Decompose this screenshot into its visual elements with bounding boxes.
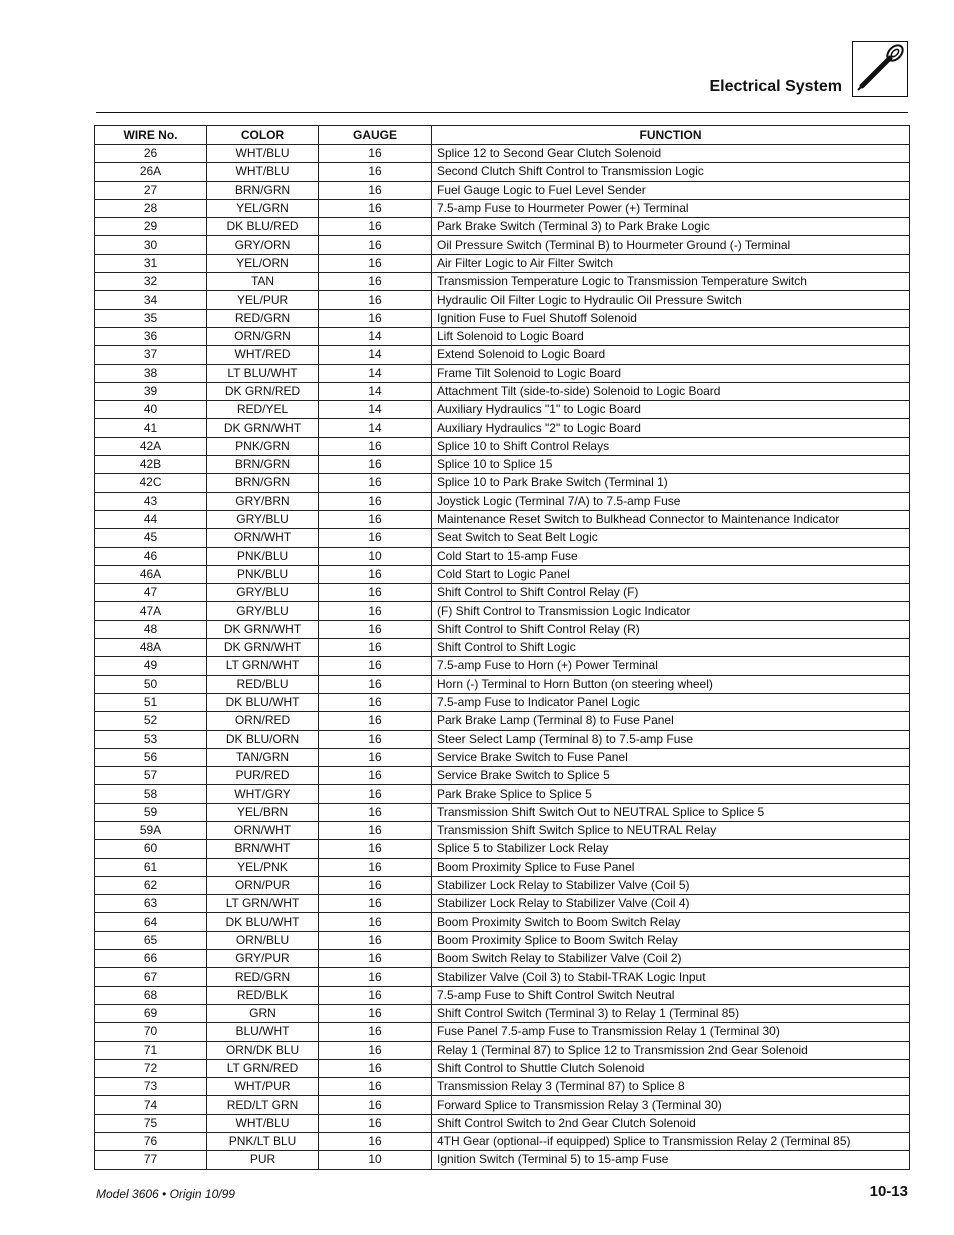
cell-function: Steer Select Lamp (Terminal 8) to 7.5-amp Fuse <box>432 730 910 748</box>
table-row <box>95 309 910 327</box>
cell-function: Fuel Gauge Logic to Fuel Level Sender <box>432 181 910 199</box>
table-row <box>95 858 910 876</box>
table-row <box>95 145 910 163</box>
cell-color: ORN/DK BLU <box>207 1041 319 1059</box>
cell-function: Auxiliary Hydraulics "1" to Logic Board <box>432 401 910 419</box>
cell-function: Relay 1 (Terminal 87) to Splice 12 to Transmission 2nd Gear Solenoid <box>432 1041 910 1059</box>
table-row <box>95 693 910 711</box>
cell-wire-no: 51 <box>95 693 207 711</box>
table-row <box>95 950 910 968</box>
table-row <box>95 181 910 199</box>
cell-gauge: 16 <box>319 181 432 199</box>
table-row <box>95 602 910 620</box>
cell-wire-no: 58 <box>95 785 207 803</box>
cell-gauge: 16 <box>319 712 432 730</box>
table-row <box>95 675 910 693</box>
cell-function: Attachment Tilt (side-to-side) Solenoid to Logic Board <box>432 382 910 400</box>
cell-gauge: 16 <box>319 218 432 236</box>
cell-function: Service Brake Switch to Fuse Panel <box>432 748 910 766</box>
column-header-function: FUNCTION <box>432 126 910 145</box>
table-body <box>95 145 910 1170</box>
cell-gauge: 16 <box>319 803 432 821</box>
cell-function: Second Clutch Shift Control to Transmission Logic <box>432 163 910 181</box>
cell-gauge: 16 <box>319 254 432 272</box>
cell-color: ORN/PUR <box>207 876 319 894</box>
cell-function: Auxiliary Hydraulics "2" to Logic Board <box>432 419 910 437</box>
table-row <box>95 1059 910 1077</box>
cell-gauge: 16 <box>319 620 432 638</box>
cell-gauge: 16 <box>319 199 432 217</box>
cell-wire-no: 28 <box>95 199 207 217</box>
cell-wire-no: 41 <box>95 419 207 437</box>
cell-wire-no: 34 <box>95 291 207 309</box>
cell-function: Shift Control to Shuttle Clutch Solenoid <box>432 1059 910 1077</box>
cell-wire-no: 52 <box>95 712 207 730</box>
cell-function: (F) Shift Control to Transmission Logic Indicator <box>432 602 910 620</box>
cell-color: BLU/WHT <box>207 1023 319 1041</box>
cell-color: RED/GRN <box>207 968 319 986</box>
cell-gauge: 16 <box>319 474 432 492</box>
cell-function: Shift Control Switch (Terminal 3) to Relay 1 (Terminal 85) <box>432 1004 910 1022</box>
cell-wire-no: 75 <box>95 1114 207 1132</box>
cell-function: Ignition Fuse to Fuel Shutoff Solenoid <box>432 309 910 327</box>
cell-function: Maintenance Reset Switch to Bulkhead Connector to Maintenance Indicator <box>432 510 910 528</box>
cell-wire-no: 67 <box>95 968 207 986</box>
table-row <box>95 236 910 254</box>
table-row <box>95 163 910 181</box>
cell-color: YEL/PNK <box>207 858 319 876</box>
cell-gauge: 16 <box>319 1023 432 1041</box>
table-row <box>95 1078 910 1096</box>
cell-function: Boom Switch Relay to Stabilizer Valve (Coil 2) <box>432 950 910 968</box>
table-header-row <box>95 126 910 145</box>
cell-function: Boom Proximity Switch to Boom Switch Relay <box>432 913 910 931</box>
cell-gauge: 16 <box>319 492 432 510</box>
cell-wire-no: 73 <box>95 1078 207 1096</box>
cell-wire-no: 36 <box>95 327 207 345</box>
cell-function: Service Brake Switch to Splice 5 <box>432 767 910 785</box>
cell-wire-no: 71 <box>95 1041 207 1059</box>
cell-wire-no: 68 <box>95 986 207 1004</box>
cell-color: PNK/LT BLU <box>207 1133 319 1151</box>
screwdriver-icon <box>852 41 908 97</box>
cell-color: WHT/BLU <box>207 145 319 163</box>
cell-color: DK GRN/RED <box>207 382 319 400</box>
cell-color: ORN/BLU <box>207 931 319 949</box>
cell-color: DK GRN/WHT <box>207 639 319 657</box>
cell-gauge: 10 <box>319 547 432 565</box>
cell-color: GRY/PUR <box>207 950 319 968</box>
cell-function: 7.5-amp Fuse to Shift Control Switch Neutral <box>432 986 910 1004</box>
table-row <box>95 382 910 400</box>
cell-gauge: 16 <box>319 986 432 1004</box>
cell-gauge: 16 <box>319 236 432 254</box>
table-row <box>95 1096 910 1114</box>
table-row <box>95 327 910 345</box>
cell-color: TAN/GRN <box>207 748 319 766</box>
cell-function: 7.5-amp Fuse to Horn (+) Power Terminal <box>432 657 910 675</box>
table-row <box>95 986 910 1004</box>
cell-function: 7.5-amp Fuse to Indicator Panel Logic <box>432 693 910 711</box>
cell-function: Seat Switch to Seat Belt Logic <box>432 529 910 547</box>
cell-wire-no: 29 <box>95 218 207 236</box>
cell-wire-no: 40 <box>95 401 207 419</box>
cell-wire-no: 46 <box>95 547 207 565</box>
table-row <box>95 712 910 730</box>
column-header-gauge: GAUGE <box>319 126 432 145</box>
cell-function: Joystick Logic (Terminal 7/A) to 7.5-amp Fuse <box>432 492 910 510</box>
cell-wire-no: 53 <box>95 730 207 748</box>
cell-wire-no: 72 <box>95 1059 207 1077</box>
cell-wire-no: 62 <box>95 876 207 894</box>
cell-color: BRN/WHT <box>207 840 319 858</box>
cell-function: Splice 10 to Park Brake Switch (Terminal 1) <box>432 474 910 492</box>
table-row <box>95 492 910 510</box>
table-row <box>95 748 910 766</box>
cell-wire-no: 27 <box>95 181 207 199</box>
table-row <box>95 437 910 455</box>
table-row <box>95 840 910 858</box>
cell-gauge: 16 <box>319 730 432 748</box>
cell-color: PNK/GRN <box>207 437 319 455</box>
cell-gauge: 14 <box>319 346 432 364</box>
cell-wire-no: 47 <box>95 584 207 602</box>
cell-gauge: 16 <box>319 1041 432 1059</box>
page-number: 10-13 <box>869 1183 908 1200</box>
cell-wire-no: 64 <box>95 913 207 931</box>
cell-color: WHT/BLU <box>207 1114 319 1132</box>
table-row <box>95 529 910 547</box>
cell-color: DK GRN/WHT <box>207 419 319 437</box>
cell-function: Lift Solenoid to Logic Board <box>432 327 910 345</box>
cell-gauge: 14 <box>319 364 432 382</box>
cell-wire-no: 49 <box>95 657 207 675</box>
table-row <box>95 785 910 803</box>
table-row <box>95 968 910 986</box>
cell-color: PNK/BLU <box>207 547 319 565</box>
table-row <box>95 1023 910 1041</box>
table-row <box>95 730 910 748</box>
table-row <box>95 1114 910 1132</box>
cell-wire-no: 42C <box>95 474 207 492</box>
cell-function: Shift Control Switch to 2nd Gear Clutch Solenoid <box>432 1114 910 1132</box>
cell-color: YEL/PUR <box>207 291 319 309</box>
cell-color: RED/YEL <box>207 401 319 419</box>
cell-color: RED/LT GRN <box>207 1096 319 1114</box>
cell-wire-no: 42A <box>95 437 207 455</box>
table-row <box>95 565 910 583</box>
footer-model: Model 3606 • Origin 10/99 <box>96 1187 235 1201</box>
cell-color: TAN <box>207 273 319 291</box>
cell-function: Frame Tilt Solenoid to Logic Board <box>432 364 910 382</box>
cell-function: Shift Control to Shift Logic <box>432 639 910 657</box>
table-row <box>95 199 910 217</box>
cell-wire-no: 39 <box>95 382 207 400</box>
cell-color: DK BLU/WHT <box>207 693 319 711</box>
table-row <box>95 931 910 949</box>
cell-function: Park Brake Switch (Terminal 3) to Park Brake Logic <box>432 218 910 236</box>
cell-gauge: 16 <box>319 657 432 675</box>
cell-gauge: 16 <box>319 821 432 839</box>
table-row <box>95 419 910 437</box>
cell-wire-no: 26A <box>95 163 207 181</box>
cell-function: Transmission Relay 3 (Terminal 87) to Splice 8 <box>432 1078 910 1096</box>
cell-function: Extend Solenoid to Logic Board <box>432 346 910 364</box>
cell-color: ORN/GRN <box>207 327 319 345</box>
cell-function: Horn (-) Terminal to Horn Button (on steering wheel) <box>432 675 910 693</box>
cell-wire-no: 44 <box>95 510 207 528</box>
cell-wire-no: 31 <box>95 254 207 272</box>
cell-color: LT GRN/WHT <box>207 895 319 913</box>
cell-gauge: 16 <box>319 785 432 803</box>
cell-wire-no: 69 <box>95 1004 207 1022</box>
cell-color: GRY/BRN <box>207 492 319 510</box>
cell-function: 4TH Gear (optional--if equipped) Splice to Transmission Relay 2 (Terminal 85) <box>432 1133 910 1151</box>
cell-function: Transmission Shift Switch Splice to NEUTRAL Relay <box>432 821 910 839</box>
cell-gauge: 14 <box>319 419 432 437</box>
table-row <box>95 273 910 291</box>
cell-wire-no: 61 <box>95 858 207 876</box>
cell-function: Stabilizer Lock Relay to Stabilizer Valve (Coil 4) <box>432 895 910 913</box>
cell-function: Oil Pressure Switch (Terminal B) to Hourmeter Ground (-) Terminal <box>432 236 910 254</box>
cell-gauge: 16 <box>319 510 432 528</box>
table-row <box>95 218 910 236</box>
cell-function: Boom Proximity Splice to Fuse Panel <box>432 858 910 876</box>
cell-gauge: 16 <box>319 565 432 583</box>
cell-color: GRY/BLU <box>207 602 319 620</box>
cell-gauge: 16 <box>319 529 432 547</box>
cell-function: Splice 10 to Shift Control Relays <box>432 437 910 455</box>
cell-function: Boom Proximity Splice to Boom Switch Relay <box>432 931 910 949</box>
cell-wire-no: 74 <box>95 1096 207 1114</box>
cell-color: ORN/RED <box>207 712 319 730</box>
cell-color: GRN <box>207 1004 319 1022</box>
cell-gauge: 16 <box>319 840 432 858</box>
table-row <box>95 657 910 675</box>
cell-gauge: 16 <box>319 675 432 693</box>
cell-color: ORN/WHT <box>207 821 319 839</box>
cell-wire-no: 76 <box>95 1133 207 1151</box>
table-row <box>95 401 910 419</box>
table-row <box>95 639 910 657</box>
cell-color: DK BLU/ORN <box>207 730 319 748</box>
cell-color: DK GRN/WHT <box>207 620 319 638</box>
cell-gauge: 16 <box>319 437 432 455</box>
cell-function: Transmission Shift Switch Out to NEUTRAL Splice to Splice 5 <box>432 803 910 821</box>
cell-function: Stabilizer Lock Relay to Stabilizer Valve (Coil 5) <box>432 876 910 894</box>
table-row <box>95 1004 910 1022</box>
cell-gauge: 16 <box>319 1059 432 1077</box>
cell-color: GRY/ORN <box>207 236 319 254</box>
cell-gauge: 16 <box>319 767 432 785</box>
cell-gauge: 16 <box>319 895 432 913</box>
cell-color: YEL/GRN <box>207 199 319 217</box>
table-row <box>95 803 910 821</box>
cell-gauge: 16 <box>319 931 432 949</box>
cell-wire-no: 59 <box>95 803 207 821</box>
cell-wire-no: 60 <box>95 840 207 858</box>
cell-wire-no: 32 <box>95 273 207 291</box>
cell-color: PUR <box>207 1151 319 1169</box>
cell-color: DK BLU/WHT <box>207 913 319 931</box>
cell-gauge: 16 <box>319 693 432 711</box>
cell-function: Stabilizer Valve (Coil 3) to Stabil-TRAK Logic Input <box>432 968 910 986</box>
cell-wire-no: 35 <box>95 309 207 327</box>
table-row <box>95 876 910 894</box>
table-row <box>95 620 910 638</box>
cell-color: BRN/GRN <box>207 474 319 492</box>
cell-gauge: 16 <box>319 913 432 931</box>
cell-function: Splice 5 to Stabilizer Lock Relay <box>432 840 910 858</box>
cell-wire-no: 26 <box>95 145 207 163</box>
cell-function: Air Filter Logic to Air Filter Switch <box>432 254 910 272</box>
cell-function: Forward Splice to Transmission Relay 3 (Terminal 30) <box>432 1096 910 1114</box>
cell-wire-no: 59A <box>95 821 207 839</box>
table-row <box>95 510 910 528</box>
cell-gauge: 16 <box>319 163 432 181</box>
cell-gauge: 14 <box>319 401 432 419</box>
cell-wire-no: 43 <box>95 492 207 510</box>
table-row <box>95 364 910 382</box>
cell-wire-no: 38 <box>95 364 207 382</box>
cell-color: LT GRN/RED <box>207 1059 319 1077</box>
table-row <box>95 456 910 474</box>
cell-function: Transmission Temperature Logic to Transmission Temperature Switch <box>432 273 910 291</box>
page-title: Electrical System <box>709 78 842 95</box>
cell-wire-no: 70 <box>95 1023 207 1041</box>
cell-wire-no: 56 <box>95 748 207 766</box>
cell-function: Shift Control to Shift Control Relay (R) <box>432 620 910 638</box>
cell-function: Park Brake Lamp (Terminal 8) to Fuse Panel <box>432 712 910 730</box>
cell-gauge: 14 <box>319 382 432 400</box>
cell-color: BRN/GRN <box>207 456 319 474</box>
column-header-wire-no: WIRE No. <box>95 126 207 145</box>
cell-function: Ignition Switch (Terminal 5) to 15-amp Fuse <box>432 1151 910 1169</box>
cell-color: WHT/PUR <box>207 1078 319 1096</box>
cell-color: YEL/BRN <box>207 803 319 821</box>
cell-gauge: 16 <box>319 1078 432 1096</box>
wire-table <box>94 125 910 1170</box>
cell-wire-no: 46A <box>95 565 207 583</box>
cell-wire-no: 47A <box>95 602 207 620</box>
table-row <box>95 821 910 839</box>
cell-color: LT GRN/WHT <box>207 657 319 675</box>
cell-gauge: 16 <box>319 145 432 163</box>
cell-gauge: 16 <box>319 968 432 986</box>
cell-function: Shift Control to Shift Control Relay (F) <box>432 584 910 602</box>
cell-color: WHT/GRY <box>207 785 319 803</box>
cell-gauge: 16 <box>319 584 432 602</box>
cell-wire-no: 48A <box>95 639 207 657</box>
cell-gauge: 10 <box>319 1151 432 1169</box>
cell-wire-no: 42B <box>95 456 207 474</box>
cell-function: Cold Start to 15-amp Fuse <box>432 547 910 565</box>
cell-wire-no: 37 <box>95 346 207 364</box>
cell-function: Cold Start to Logic Panel <box>432 565 910 583</box>
table-row <box>95 254 910 272</box>
cell-color: PNK/BLU <box>207 565 319 583</box>
cell-color: RED/GRN <box>207 309 319 327</box>
table-row <box>95 346 910 364</box>
cell-gauge: 16 <box>319 1114 432 1132</box>
cell-color: PUR/RED <box>207 767 319 785</box>
cell-gauge: 16 <box>319 639 432 657</box>
cell-color: BRN/GRN <box>207 181 319 199</box>
cell-wire-no: 45 <box>95 529 207 547</box>
header-divider <box>96 112 908 113</box>
cell-function: Park Brake Splice to Splice 5 <box>432 785 910 803</box>
table-row <box>95 474 910 492</box>
cell-gauge: 16 <box>319 273 432 291</box>
cell-wire-no: 57 <box>95 767 207 785</box>
cell-wire-no: 63 <box>95 895 207 913</box>
cell-function: Fuse Panel 7.5-amp Fuse to Transmission Relay 1 (Terminal 30) <box>432 1023 910 1041</box>
cell-gauge: 14 <box>319 327 432 345</box>
cell-color: RED/BLK <box>207 986 319 1004</box>
cell-gauge: 16 <box>319 1096 432 1114</box>
cell-gauge: 16 <box>319 1133 432 1151</box>
cell-gauge: 16 <box>319 858 432 876</box>
cell-color: DK BLU/RED <box>207 218 319 236</box>
table-row <box>95 1151 910 1169</box>
table-row <box>95 1041 910 1059</box>
cell-gauge: 16 <box>319 748 432 766</box>
table-row <box>95 291 910 309</box>
cell-gauge: 16 <box>319 309 432 327</box>
column-header-color: COLOR <box>207 126 319 145</box>
cell-wire-no: 66 <box>95 950 207 968</box>
table-row <box>95 767 910 785</box>
cell-color: RED/BLU <box>207 675 319 693</box>
cell-wire-no: 65 <box>95 931 207 949</box>
cell-color: ORN/WHT <box>207 529 319 547</box>
cell-wire-no: 48 <box>95 620 207 638</box>
cell-color: WHT/BLU <box>207 163 319 181</box>
cell-color: GRY/BLU <box>207 510 319 528</box>
cell-gauge: 16 <box>319 876 432 894</box>
cell-wire-no: 77 <box>95 1151 207 1169</box>
cell-function: Splice 12 to Second Gear Clutch Solenoid <box>432 145 910 163</box>
cell-gauge: 16 <box>319 950 432 968</box>
cell-gauge: 16 <box>319 1004 432 1022</box>
cell-gauge: 16 <box>319 291 432 309</box>
cell-function: 7.5-amp Fuse to Hourmeter Power (+) Terminal <box>432 199 910 217</box>
cell-color: WHT/RED <box>207 346 319 364</box>
cell-gauge: 16 <box>319 456 432 474</box>
cell-function: Splice 10 to Splice 15 <box>432 456 910 474</box>
table-row <box>95 895 910 913</box>
table-row <box>95 547 910 565</box>
cell-gauge: 16 <box>319 602 432 620</box>
cell-color: LT BLU/WHT <box>207 364 319 382</box>
table-row <box>95 584 910 602</box>
table-row <box>95 1133 910 1151</box>
cell-wire-no: 50 <box>95 675 207 693</box>
table-row <box>95 913 910 931</box>
cell-function: Hydraulic Oil Filter Logic to Hydraulic Oil Pressure Switch <box>432 291 910 309</box>
cell-wire-no: 30 <box>95 236 207 254</box>
cell-color: GRY/BLU <box>207 584 319 602</box>
cell-color: YEL/ORN <box>207 254 319 272</box>
